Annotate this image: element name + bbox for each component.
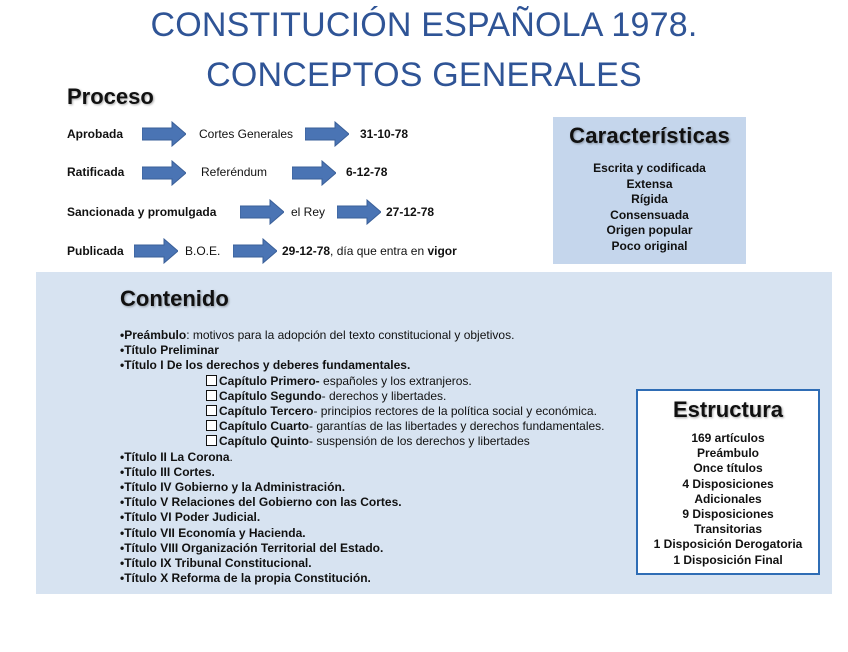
proceso-date-ratificada: 6-12-78: [346, 165, 388, 179]
capitulo-text: - suspensión de los derechos y libertades: [308, 434, 530, 449]
contenido-list: [120, 328, 605, 586]
page-title-line1: CONSTITUCIÓN ESPAÑOLA 1978.: [150, 6, 698, 44]
capitulo-label: Capítulo Cuarto: [219, 419, 309, 434]
proceso-middle-sancionada: el Rey: [291, 205, 326, 219]
capitulo-label: Capítulo Tercero: [219, 404, 314, 419]
list-item: •Título IV Gobierno y la Administración.: [120, 480, 346, 495]
estructura-item: Adicionales: [694, 491, 762, 506]
right-arrow-icon: [337, 199, 381, 225]
contenido-heading: Contenido: [120, 286, 229, 311]
estructura-heading: Estructura: [672, 397, 784, 422]
checkbox-square-icon: [206, 390, 217, 401]
caracteristica-item: Origen popular: [606, 223, 693, 237]
list-item: [120, 374, 605, 389]
capitulo-label: Capítulo Segundo: [219, 388, 322, 403]
list-item: •Título V Relaciones del Gobierno con las Cortes.: [120, 495, 402, 510]
caracteristica-item: Extensa: [626, 176, 673, 191]
titulo-text: .: [229, 449, 233, 464]
estructura-item: 9 Disposiciones: [682, 507, 774, 522]
right-arrow-icon: [134, 238, 178, 264]
caracteristica-item: Poco original: [611, 238, 688, 253]
caracteristicas-heading: Características: [569, 123, 730, 148]
list-item: [120, 389, 605, 404]
proceso-heading: Proceso: [67, 84, 154, 109]
proceso-label-publicada: Publicada: [67, 244, 124, 258]
capitulo-text: - derechos y libertades.: [321, 388, 447, 403]
proceso-label-ratificada: Ratificada: [67, 165, 125, 179]
right-arrow-icon: [233, 238, 277, 264]
right-arrow-icon: [142, 121, 186, 147]
caracteristica-item: Escrita y codificada: [593, 161, 706, 175]
proceso-date-publicada: [282, 244, 457, 258]
capitulo-text: españoles y los extranjeros.: [319, 373, 472, 388]
estructura-item: 1 Disposición Final: [673, 552, 783, 567]
list-item: •Título VII Economía y Hacienda.: [120, 525, 306, 540]
capitulo-label: Capítulo Quinto: [219, 434, 309, 449]
list-item: •Título I De los derechos y deberes fundamentales.: [120, 358, 411, 373]
right-arrow-icon: [305, 121, 349, 147]
caracteristicas-panel: [553, 117, 746, 264]
proceso-middle-aprobada: Cortes Generales: [199, 127, 294, 141]
estructura-item: 1 Disposición Derogatoria: [653, 537, 803, 552]
proceso-middle-publicada: B.O.E.: [185, 244, 221, 258]
right-arrow-icon: [292, 160, 336, 186]
list-item: •Título Preliminar: [120, 343, 219, 358]
checkbox-square-icon: [206, 420, 217, 431]
estructura-item: 169 artículos: [691, 431, 765, 445]
list-item: •Título VI Poder Judicial.: [120, 510, 261, 525]
caracteristica-item: Rígida: [631, 192, 668, 206]
estructura-item: Transitorias: [693, 522, 763, 537]
capitulo-text: - principios rectores de la política social y económica.: [313, 404, 597, 419]
proceso-date-aprobada: 31-10-78: [360, 127, 409, 141]
capitulo-label: Capítulo Primero-: [219, 373, 320, 388]
list-item: [120, 450, 605, 465]
proceso-middle-ratificada: Referéndum: [201, 165, 268, 179]
proceso-date-sancionada: 27-12-78: [386, 205, 435, 219]
list-item: •Título IX Tribunal Constitucional.: [120, 556, 312, 571]
list-item: [120, 328, 605, 343]
preambulo-label: •Preámbulo: [120, 328, 187, 342]
page-title-line2: CONCEPTOS GENERALES: [206, 56, 642, 94]
capitulo-text: - garantías de las libertades y derechos fundamentales.: [309, 419, 605, 434]
preambulo-text: : motivos para la adopción del texto constitucional y objetivos.: [186, 328, 515, 342]
list-item: [120, 419, 605, 434]
checkbox-square-icon: [206, 375, 217, 386]
proceso-date-publicada-value: 29-12-78: [282, 244, 331, 258]
list-item: [120, 404, 605, 419]
proceso-note-vigor: vigor: [427, 244, 457, 258]
proceso-label-sancionada: Sancionada y promulgada: [67, 205, 217, 219]
right-arrow-icon: [142, 160, 186, 186]
list-item: [120, 434, 605, 449]
estructura-panel: [636, 389, 820, 575]
checkbox-square-icon: [206, 435, 217, 446]
estructura-item: Preámbulo: [696, 446, 759, 461]
list-item: •Título X Reforma de la propia Constitución.: [120, 571, 371, 586]
list-item: •Título III Cortes.: [120, 464, 215, 479]
caracteristica-item: Consensuada: [610, 207, 689, 222]
estructura-item: 4 Disposiciones: [682, 476, 774, 491]
proceso-note-publicada: , día que entra en: [330, 244, 428, 258]
right-arrow-icon: [240, 199, 284, 225]
checkbox-square-icon: [206, 405, 217, 416]
titulo-label: •Título II La Corona: [120, 449, 230, 464]
estructura-item: Once títulos: [693, 461, 763, 476]
proceso-label-aprobada: Aprobada: [67, 127, 124, 141]
list-item: •Título VIII Organización Territorial del Estado.: [120, 540, 384, 555]
